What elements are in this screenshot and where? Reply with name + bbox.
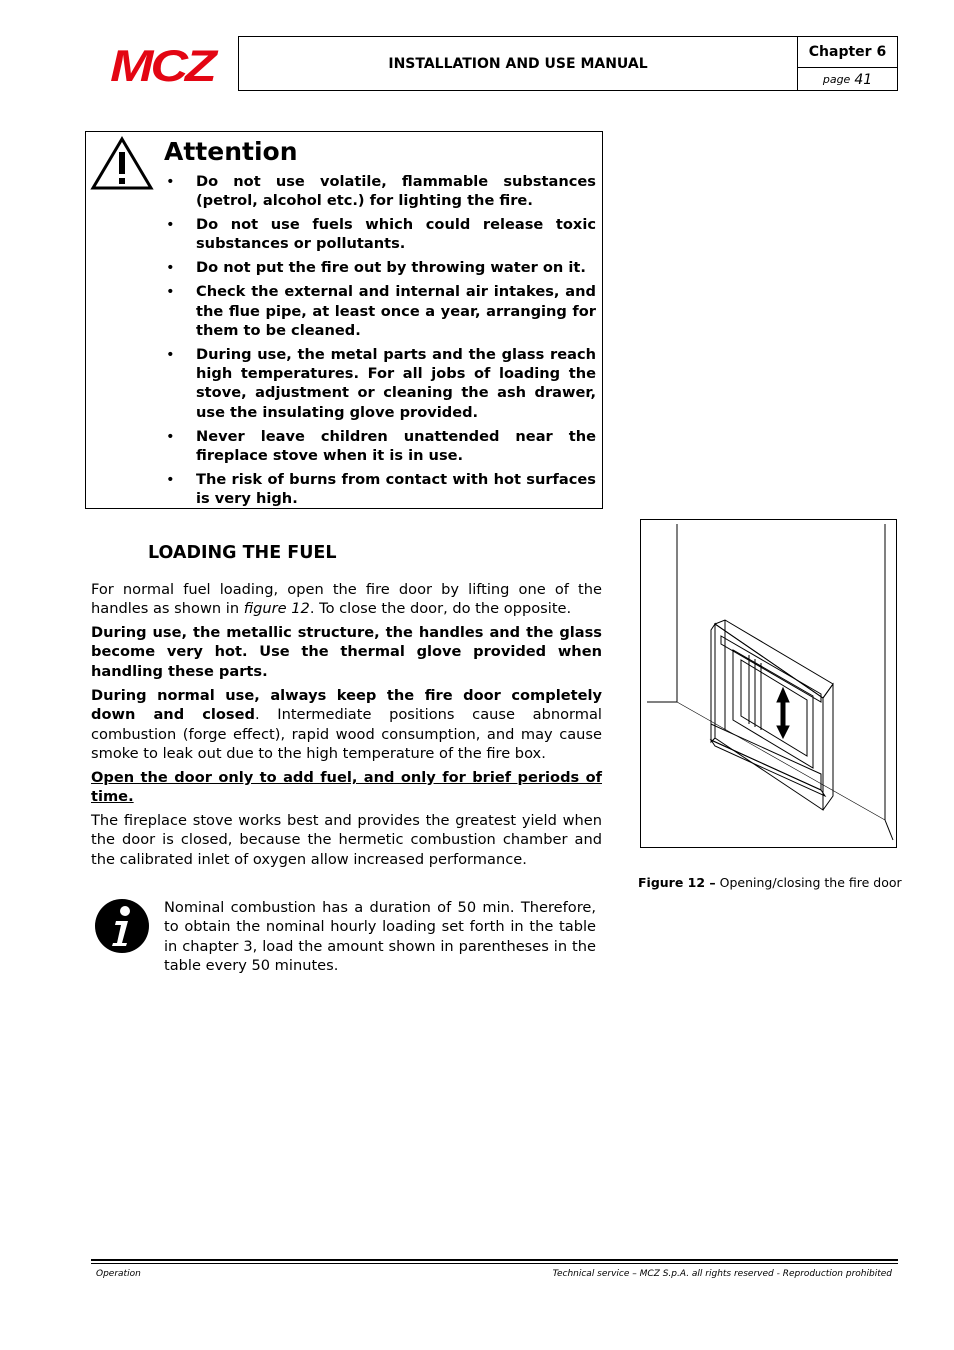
attention-item: • The risk of burns from contact with hot surfaces is very high. <box>164 470 596 509</box>
paragraph-bold-text: During normal use, always keep the fire door completely down and closed <box>91 687 602 724</box>
paragraph-brief-periods: Open the door only to add fuel, and only for brief periods of time. <box>91 769 602 806</box>
figure-caption-label: Figure 12 – <box>638 875 716 890</box>
paragraph-loading <box>91 580 602 619</box>
figure-caption <box>638 875 902 890</box>
page-label: page <box>822 73 851 86</box>
chapter-label: Chapter 6 <box>798 37 897 68</box>
attention-item: • Never leave children unattended near the fireplace stove when it is in use. <box>164 427 596 466</box>
attention-list <box>164 172 596 513</box>
fire-door-illustration <box>641 520 896 847</box>
paragraph-text: For normal fuel loading, open the fire door by lifting one of the handles as shown in <box>91 581 602 618</box>
logo-text: MCZ <box>110 42 214 86</box>
attention-item: • Do not put the fire out by throwing water on it. <box>164 258 596 277</box>
attention-item: • During use, the metal parts and the glass reach high temperatures. For all jobs of loading the stove, adjustment or cleaning the ash drawer, use the insulating glove provided. <box>164 345 596 422</box>
paragraph-text: . To close the door, do the opposite. <box>309 600 572 618</box>
footer-section-name: Operation <box>96 1269 141 1279</box>
info-icon <box>94 897 150 955</box>
figure-caption-text: Opening/closing the fire door <box>715 875 902 890</box>
attention-title: Attention <box>164 137 298 166</box>
section-title: LOADING THE FUEL <box>148 543 337 563</box>
mcz-logo <box>92 42 232 86</box>
attention-item: • Do not use volatile, flammable substances (petrol, alcohol etc.) for lighting the fire. <box>164 172 596 211</box>
attention-item: • Do not use fuels which could release toxic substances or pollutants. <box>164 215 596 254</box>
paragraph-keep-closed <box>91 686 602 763</box>
chapter-box <box>797 36 898 91</box>
paragraph-performance: The fireplace stove works best and provides the greatest yield when the door is closed, because the hermetic combustion chamber and the calibrated inlet of oxygen allow increased performance. <box>91 812 602 868</box>
page-number: 41 <box>854 71 873 88</box>
info-note-text: Nominal combustion has a duration of 50 min. Therefore, to obtain the nominal hourly loading set forth in the table in chapter 3, load the amount shown in parentheses in the table every 50 minutes. <box>164 899 596 974</box>
figure-reference-link: figure 12 <box>243 600 310 618</box>
figure-12-frame <box>640 519 897 848</box>
warning-triangle-icon <box>90 136 154 192</box>
paragraph-hot-warning: During use, the metallic structure, the handles and the glass become very hot. Use the thermal glove provided when handling these parts. <box>91 624 602 680</box>
footer-divider <box>91 1259 898 1261</box>
manual-title: INSTALLATION AND USE MANUAL <box>238 36 798 91</box>
attention-item: • Check the external and internal air intakes, and the flue pipe, at least once a year, arranging for them to be cleaned. <box>164 282 596 340</box>
footer-copyright: Technical service – MCZ S.p.A. all rights reserved - Reproduction prohibited <box>552 1269 892 1279</box>
footer-divider-thin <box>91 1263 898 1264</box>
page-indicator <box>798 68 897 91</box>
paragraph-text: . Intermediate positions cause abnormal combustion (forge effect), rapid wood consumption, and may cause smoke to leak out due to the high temperature of the fire box. <box>91 706 602 762</box>
